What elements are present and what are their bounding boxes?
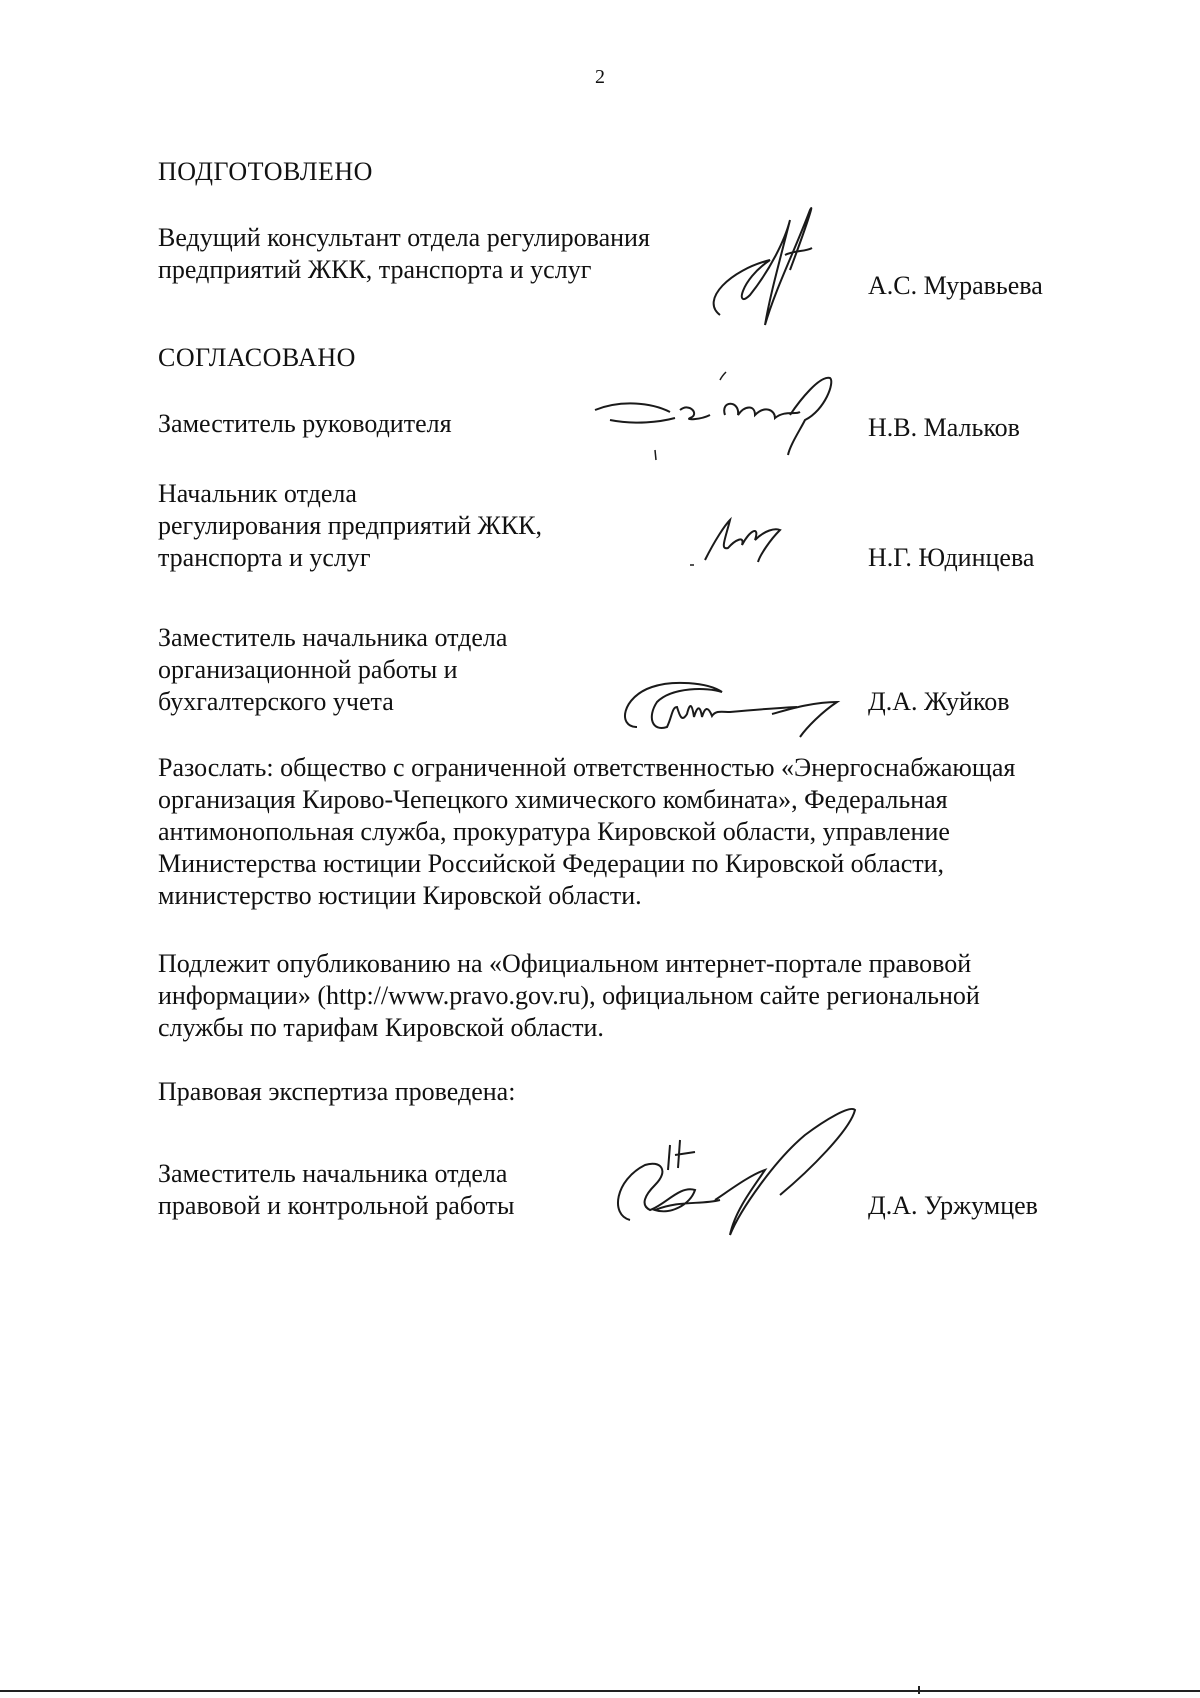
legal-review-name: Д.А. Уржумцев [868, 1191, 1038, 1220]
signature-malkov [590, 370, 870, 480]
bottom-rule [0, 1690, 1200, 1692]
agreed-position-line: организационной работы и [158, 655, 458, 684]
distribution-line: Разослать: общество с ограниченной ответственностью «Энергоснабжающая [158, 753, 1016, 782]
publication-line: информации» (http://www.pravo.gov.ru), официальном сайте региональной [158, 981, 980, 1010]
agreed-name-1: Н.В. Мальков [868, 413, 1020, 442]
agreed-position-line: Начальник отдела [158, 479, 357, 508]
signature-urzhumtsev [600, 1100, 870, 1240]
agreed-position-line: регулирования предприятий ЖКК, [158, 511, 543, 540]
legal-review-position-line: Заместитель начальника отдела [158, 1159, 508, 1188]
agreed-position-line: транспорта и услуг [158, 543, 371, 572]
distribution-line: организация Кирово-Чепецкого химического комбината», Федеральная [158, 785, 948, 814]
prepared-heading: ПОДГОТОВЛЕНО [158, 157, 373, 186]
prepared-name: А.С. Муравьева [868, 271, 1043, 300]
publication-line: службы по тарифам Кировской области. [158, 1013, 604, 1042]
signature-muravyeva [700, 200, 840, 330]
agreed-heading: СОГЛАСОВАНО [158, 343, 356, 372]
distribution-line: Министерства юстиции Российской Федерации по Кировской области, [158, 849, 945, 878]
agreed-position-3 [158, 622, 678, 718]
distribution-line: министерство юстиции Кировской области. [158, 881, 642, 910]
publication-paragraph [158, 948, 1108, 1044]
page-number: 2 [595, 66, 605, 88]
prepared-position [158, 222, 678, 286]
agreed-position-line: Заместитель руководителя [158, 409, 452, 438]
prepared-position-line: предприятий ЖКК, транспорта и услуг [158, 255, 592, 284]
prepared-position-line: Ведущий консультант отдела регулирования [158, 223, 650, 252]
signature-zhuykov [612, 672, 842, 742]
legal-review-position-line: правовой и контрольной работы [158, 1191, 515, 1220]
agreed-name-2: Н.Г. Юдинцева [868, 543, 1035, 572]
bottom-tick [918, 1686, 920, 1694]
distribution-line: антимонопольная служба, прокуратура Кировской области, управление [158, 817, 950, 846]
agreed-position-2 [158, 478, 678, 574]
legal-review-heading: Правовая экспертиза проведена: [158, 1077, 516, 1106]
agreed-name-3: Д.А. Жуйков [868, 687, 1010, 716]
distribution-paragraph [158, 752, 1108, 912]
publication-line: Подлежит опубликованию на «Официальном интернет-портале правовой [158, 949, 972, 978]
agreed-position-line: Заместитель начальника отдела [158, 623, 508, 652]
signature-yudintseva [690, 510, 810, 570]
agreed-position-line: бухгалтерского учета [158, 687, 394, 716]
